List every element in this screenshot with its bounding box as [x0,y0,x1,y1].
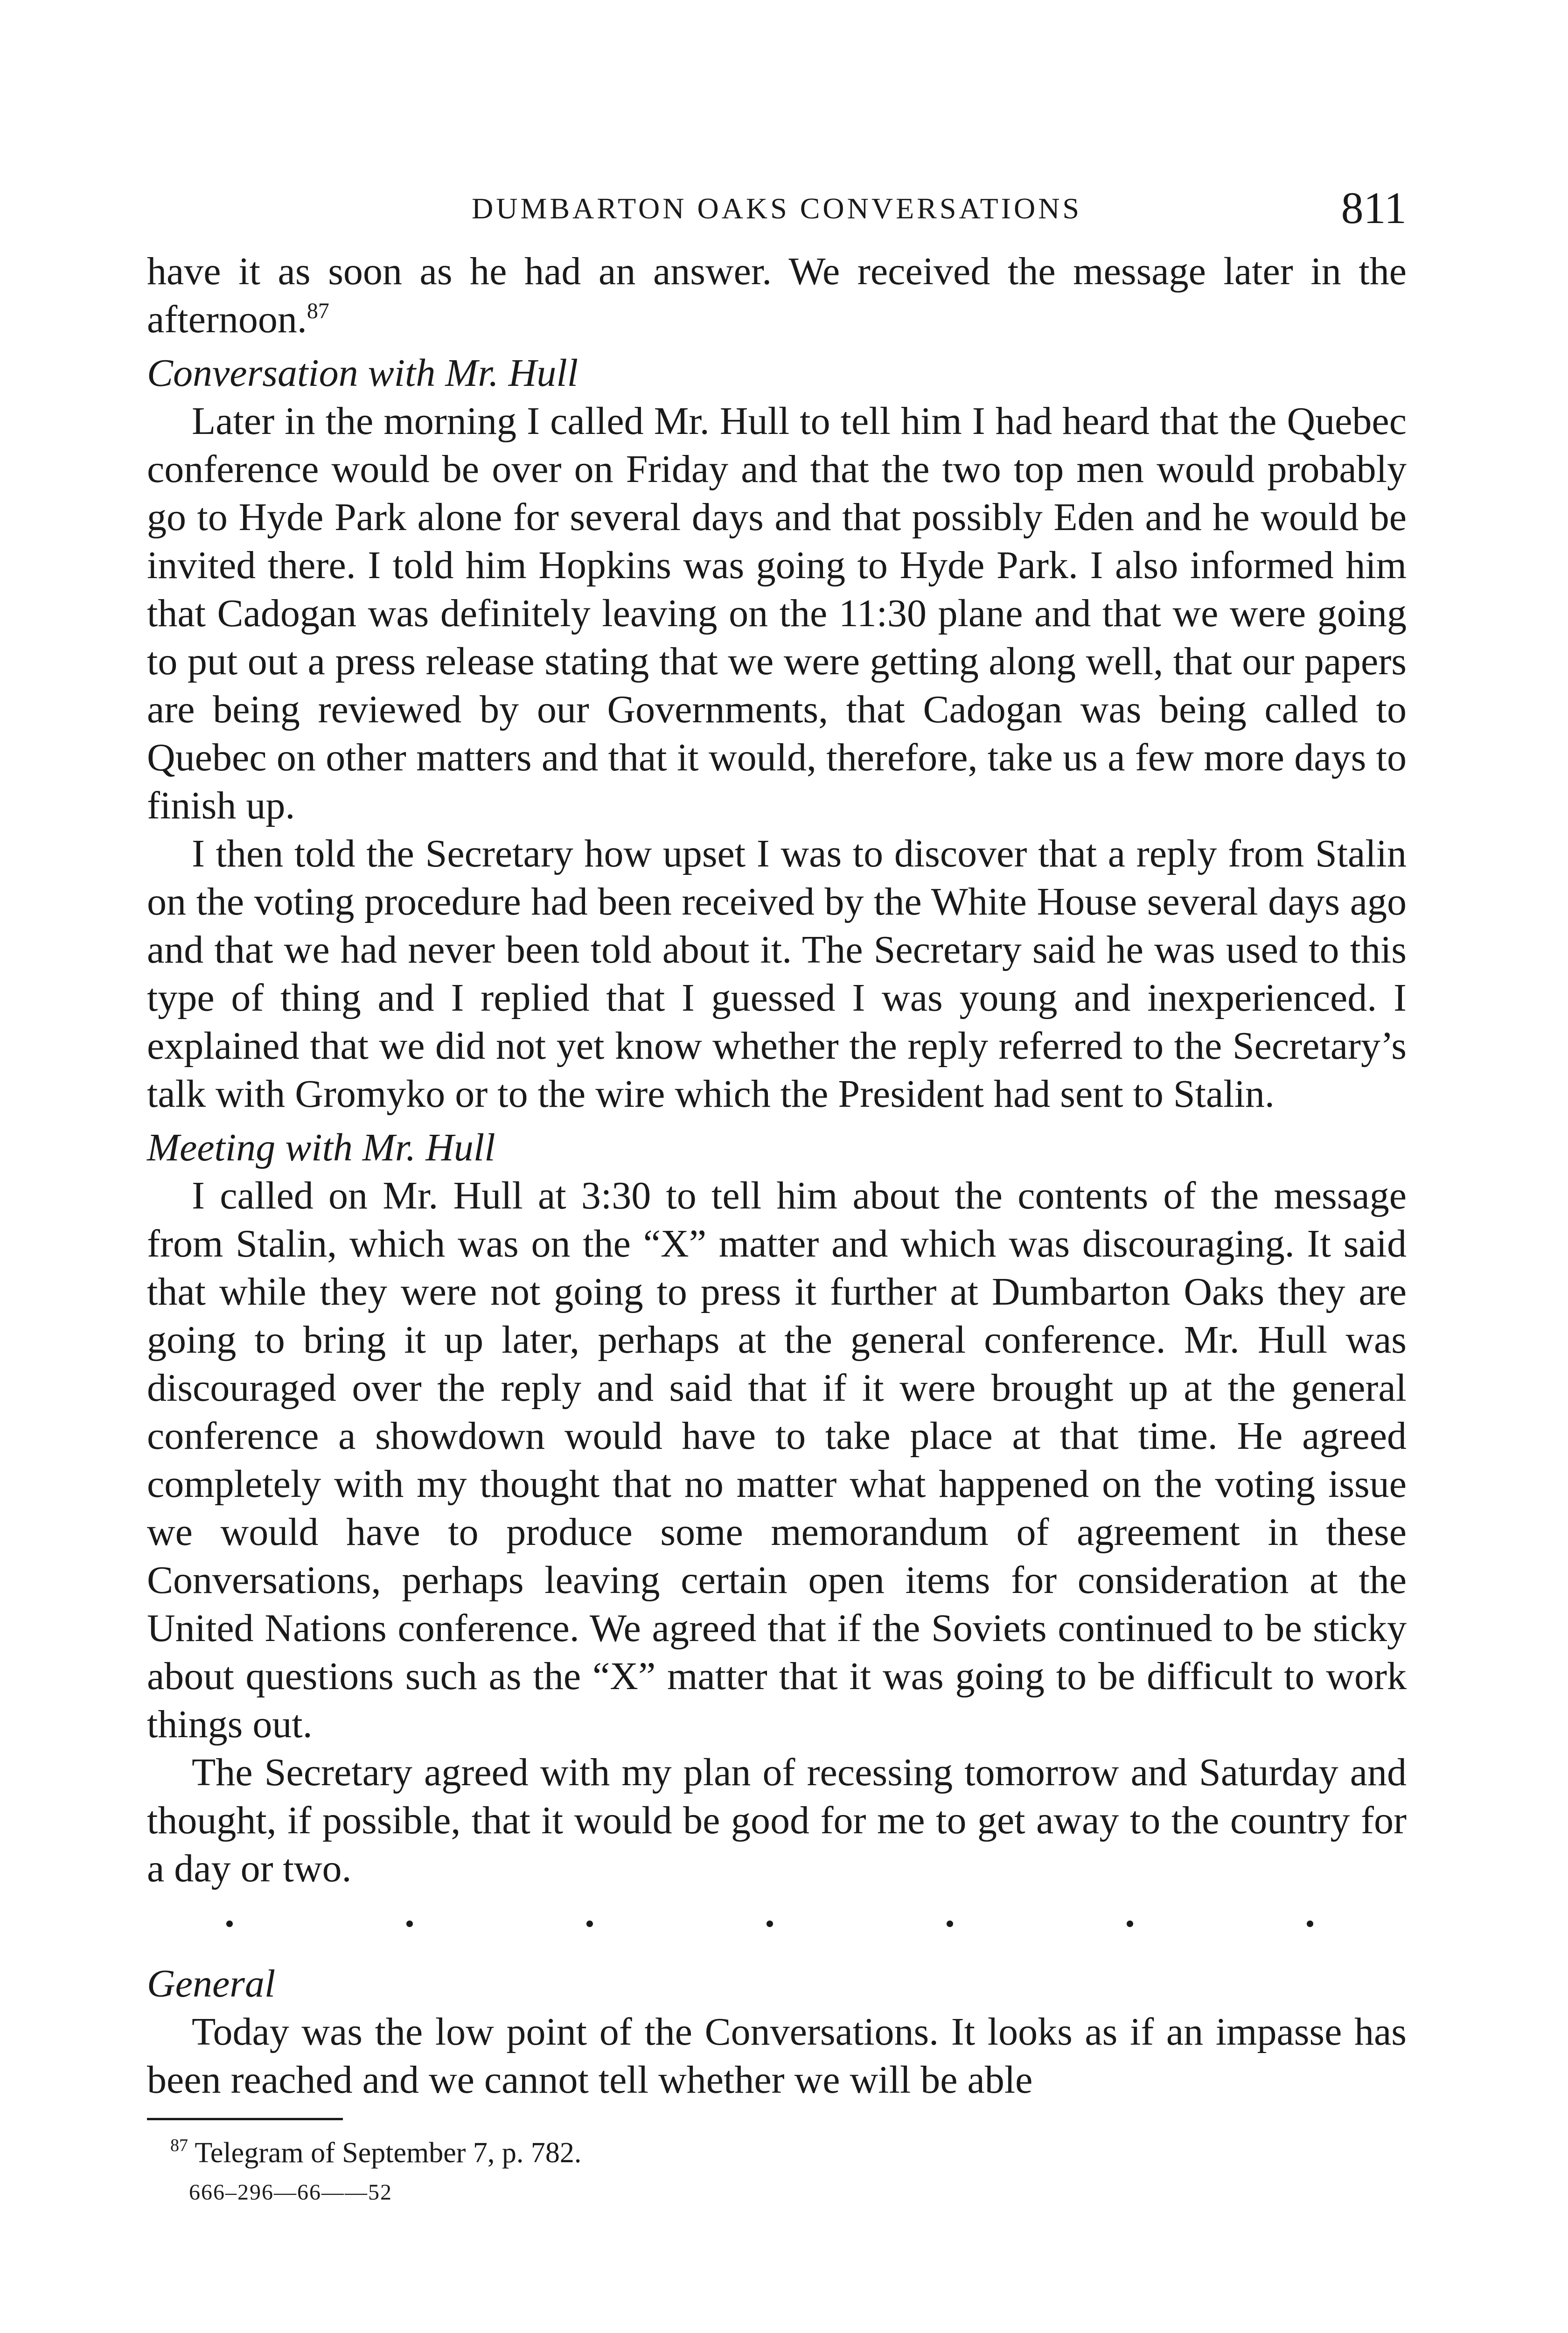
paragraph: Today was the low point of the Conversations. It looks as if an impasse has been reached and we cannot tell whether we will be able [147,2010,1407,2102]
footnote-marker: 87 [170,2136,188,2155]
document-page [147,177,1407,2209]
running-title: DUMBARTON OAKS CONVERSATIONS [472,192,1082,225]
paragraph: I called on Mr. Hull at 3:30 to tell him about the contents of the message from Stalin, which was on the “X” matter and which was discouraging. It said that while they were not going to press it further at Dumbarton Oaks they are going to bring it up later, perhaps at the general conference. Mr. Hull was discouraged over the reply and said that if it were brought up at the general conference a showdown would have to take place at that time. He agreed completely with my thought that no matter what happened on the voting issue we would have to produce some memorandum of agreement in these Conversations, perhaps leaving certain open items for consideration at the United Nations conference. We agreed that if the Soviets continued to be sticky about questions such as the “X” matter that it was going to be difficult to work things out. [147,1174,1407,1746]
dot [947,1921,953,1927]
dot [406,1921,413,1927]
section-heading-conversation: Conversation with Mr. Hull [147,351,578,395]
dot [1307,1921,1313,1927]
footnote-text: Telegram of September 7, p. 782. [195,2137,582,2169]
page-number: 811 [1341,183,1407,233]
running-head [147,177,1407,247]
section-heading-meeting: Meeting with Mr. Hull [147,1126,495,1169]
ellipsis-divider [147,1921,1407,1927]
paragraph: I then told the Secretary how upset I was to discover that a reply from Stalin on the voting procedure had been received by the White House several days ago and that we had never been told about it. The Secretary said he was used to this type of thing and I replied that I guessed I was young and inexperienced. I explained that we did not yet know whether the reply referred to the Secretary’s talk with Gromyko or to the wire which the President had sent to Stalin. [147,832,1407,1116]
footnote-reference: 87 [307,299,329,323]
paragraph-continued [147,247,1407,343]
paragraph: The Secretary agreed with my plan of recessing tomorrow and Saturday and thought, if possible, that it would be good for me to get away to the country for a day or two. [147,1751,1407,1890]
footnote [147,2134,1407,2172]
section-heading-general: General [147,1962,276,2005]
footnote-rule [147,2118,343,2120]
dot [226,1921,233,1927]
dot [586,1921,593,1927]
paragraph: Later in the morning I called Mr. Hull to tell him I had heard that the Quebec conference would be over on Friday and that the two top men would probably go to Hyde Park alone for several days and that possibly Eden and he would be invited there. I told him Hopkins was going to Hyde Park. I also informed him that Cadogan was definitely leaving on the 11:30 plane and that we were going to put out a press release stating that we were getting along well, that our papers are being reviewed by our Governments, that Cadogan was being called to Quebec on other matters and that it would, therefore, take us a few more days to finish up. [147,399,1407,827]
dot [767,1921,773,1927]
printer-line: 666–296—66——52 [189,2180,392,2205]
paragraph-text: have it as soon as he had an answer. We received the message later in the afternoon. [147,250,1407,341]
dot [1127,1921,1133,1927]
